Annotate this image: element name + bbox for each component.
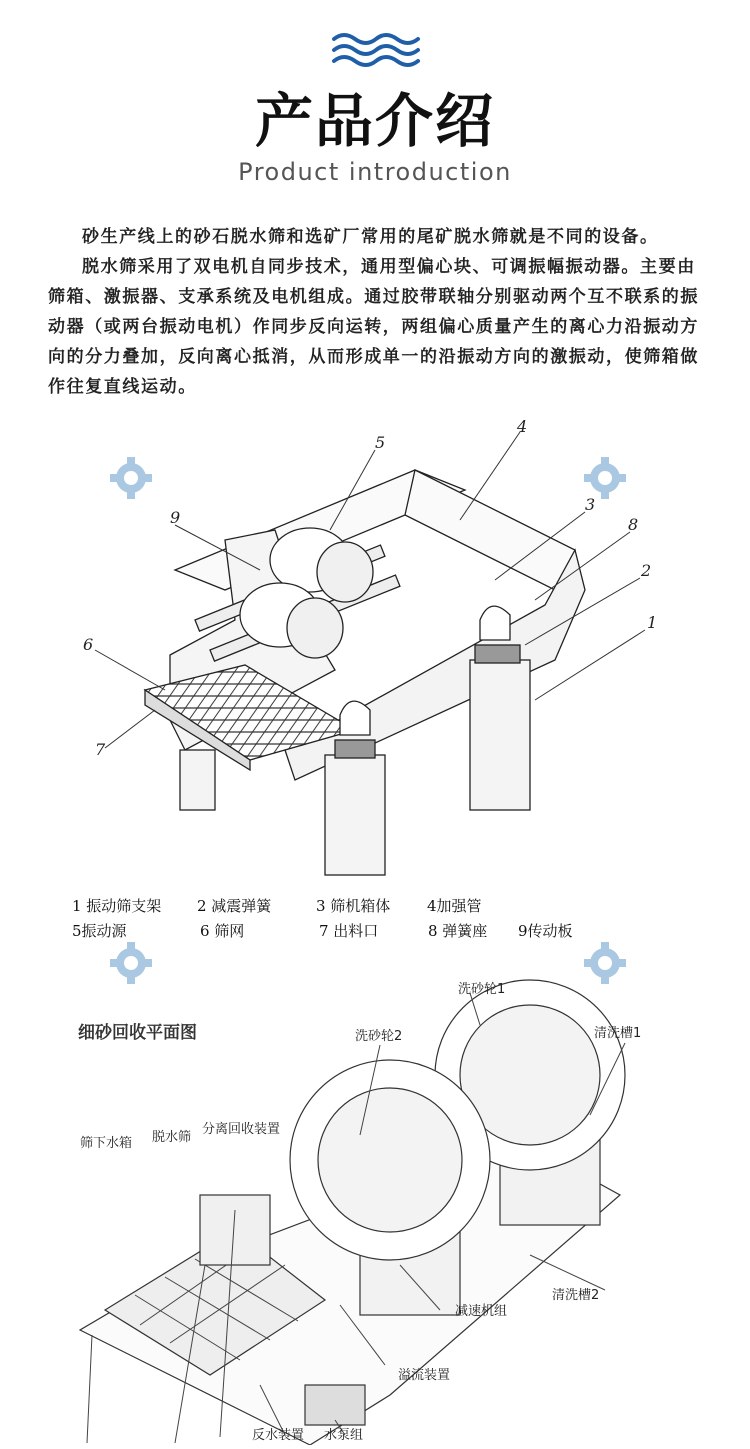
label-pump: 水泵组 — [324, 1428, 364, 1443]
page-title: 产品介绍 — [254, 87, 495, 155]
callout-3: 3 — [585, 495, 596, 514]
label-sand-wheel-1: 洗砂轮1 — [458, 982, 506, 997]
callout-5: 5 — [375, 433, 386, 452]
legend-item-1: 1 振动筛支架 — [72, 897, 162, 915]
label-reducer: 减速机组 — [455, 1304, 508, 1319]
gear-logo-icon — [582, 940, 628, 986]
label-under-tank: 筛下水箱 — [80, 1136, 133, 1151]
legend-item-9: 9传动板 — [518, 922, 573, 940]
label-wash-tank-1: 清洗槽1 — [594, 1026, 642, 1041]
legend-item-4: 4加强管 — [427, 897, 482, 915]
callout-1: 1 — [647, 613, 658, 632]
gear-logo-icon — [582, 455, 628, 501]
callout-7: 7 — [95, 740, 106, 759]
label-backwater: 反水装置 — [252, 1428, 305, 1443]
label-dewater-screen: 脱水筛 — [152, 1130, 192, 1145]
legend-item-3: 3 筛机箱体 — [316, 897, 391, 915]
legend-item-7: 7 出料口 — [319, 922, 379, 940]
legend-item-8: 8 弹簧座 — [428, 922, 488, 940]
callout-4: 4 — [517, 420, 528, 436]
callout-8: 8 — [628, 515, 639, 534]
label-wash-tank-2: 清洗槽2 — [552, 1288, 600, 1303]
watermark-logo — [108, 940, 154, 990]
waves-icon — [330, 30, 422, 70]
page-subtitle: Product introduction — [238, 158, 512, 186]
gear-logo-icon — [108, 455, 154, 501]
watermark-logo — [582, 940, 628, 990]
legend-item-5: 5振动源 — [72, 922, 127, 940]
gear-logo-icon — [108, 940, 154, 986]
intro-paragraph-2: 脱水筛采用了双电机自同步技术，通用型偏心块、可调振幅振动器。主要由筛箱、激振器、支承系统及电机组成。通过胶带联轴分别驱动两个互不联系的振动器（或两台振动电机）作同步反向运转，两组偏心质量产生的离心力沿振动方向的分力叠加，反向离心抵消，从而形成单一的沿振动方向的激振动，使筛箱做作往复直线运动。 — [48, 257, 699, 397]
intro-paragraph-1: 砂生产线上的砂石脱水筛和选矿厂常用的尾矿脱水筛就是不同的设备。 — [82, 227, 659, 247]
figure2-title: 细砂回收平面图 — [78, 1023, 197, 1043]
watermark-logo — [582, 455, 628, 505]
label-sand-wheel-2: 洗砂轮2 — [355, 1029, 403, 1044]
dewatering-screen-diagram — [75, 420, 665, 890]
callout-6: 6 — [83, 635, 94, 654]
legend-item-2: 2 减震弹簧 — [197, 897, 272, 915]
callout-9: 9 — [170, 508, 181, 527]
legend-item-6: 6 筛网 — [200, 922, 245, 940]
label-overflow: 溢流装置 — [398, 1368, 451, 1383]
watermark-logo — [108, 455, 154, 505]
label-separator: 分离回收装置 — [202, 1122, 281, 1137]
callout-2: 2 — [641, 561, 652, 580]
